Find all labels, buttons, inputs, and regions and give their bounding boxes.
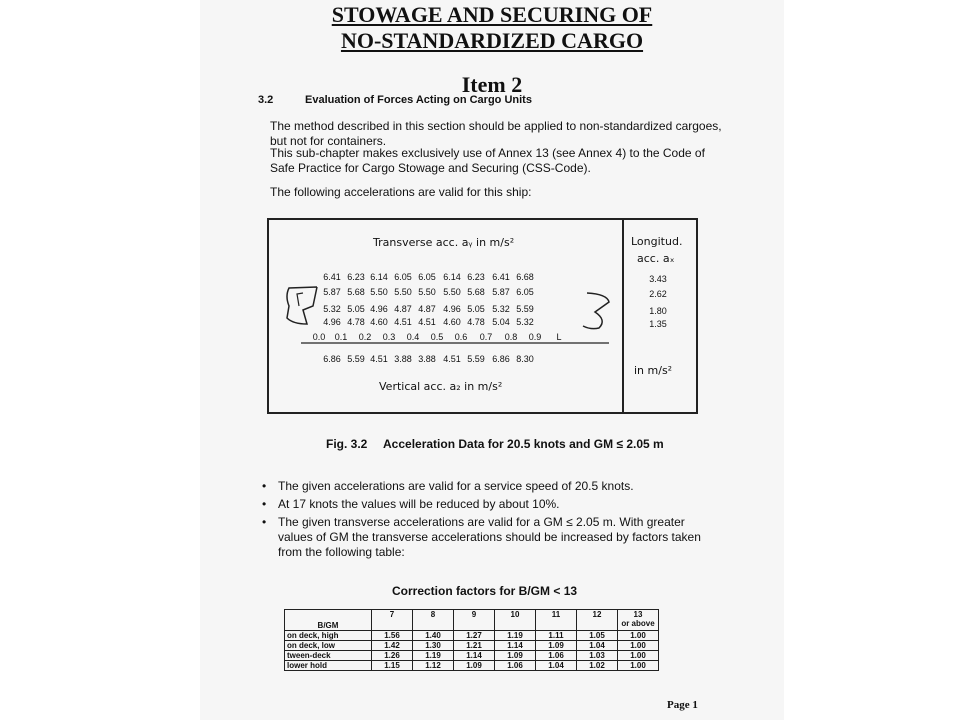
page-number: Page 1 — [667, 699, 698, 711]
transverse-value: 6.14 — [443, 272, 461, 282]
table-header-cell: 10 — [495, 610, 536, 631]
transverse-value: 6.68 — [516, 272, 534, 282]
vertical-value: 6.86 — [492, 354, 510, 364]
transverse-value: 4.87 — [418, 304, 436, 314]
position-label: 0.4 — [406, 332, 420, 342]
paragraph-2-line-1: This sub-chapter makes exclusively use of Annex 13 (see Annex 4) to the Code of — [270, 146, 705, 160]
item-heading: Item 2 — [461, 72, 523, 97]
vertical-value: 3.88 — [418, 354, 436, 364]
vertical-value: 6.86 — [323, 354, 341, 364]
title-line-2: NO-STANDARDIZED CARGO — [340, 28, 644, 53]
bullet-3-line-3: from the following table: — [278, 545, 405, 559]
transverse-value: 5.32 — [492, 304, 510, 314]
longitudinal-label-2: acc. aₓ — [637, 252, 675, 265]
table-row — [285, 641, 659, 651]
bullet-3: • The given transverse accelerations are valid for a GM ≤ 2.05 m. With greater values of GM the transverse accelerations should be increased by factors taken from the following table: — [262, 515, 701, 559]
acceleration-figure — [267, 218, 698, 414]
position-label: 0.8 — [504, 332, 518, 342]
bullet-1-text: The given accelerations are valid for a service speed of 20.5 knots. — [278, 479, 634, 493]
table-row — [285, 651, 659, 661]
longitudinal-value: 2.62 — [649, 289, 667, 299]
position-label: 0.3 — [382, 332, 396, 342]
table-cell: 1.30 — [413, 641, 454, 651]
transverse-value: 4.60 — [443, 317, 461, 327]
vertical-label: Vertical acc. a₂ in m/s² — [379, 380, 503, 393]
table-cell: 1.00 — [618, 661, 659, 671]
transverse-value: 5.87 — [323, 287, 341, 297]
table-cell: 1.06 — [495, 661, 536, 671]
position-label: 0.1 — [334, 332, 348, 342]
table-cell: 1.14 — [454, 651, 495, 661]
section-number: 3.2 — [258, 94, 274, 106]
transverse-value: 5.50 — [418, 287, 436, 297]
table-header-cell: 9 — [454, 610, 495, 631]
table-cell: 1.27 — [454, 631, 495, 641]
row-label: on deck, high — [285, 631, 372, 641]
position-label: L — [556, 332, 562, 342]
transverse-value: 4.78 — [467, 317, 485, 327]
vertical-value: 3.88 — [394, 354, 412, 364]
paragraph-1-line-2: but not for containers. — [270, 134, 387, 148]
position-label: 0.0 — [312, 332, 326, 342]
paragraph-2-line-2: Safe Practice for Cargo Stowage and Securing (CSS-Code). — [270, 161, 591, 175]
transverse-value: 4.96 — [370, 304, 388, 314]
table-cell: 1.09 — [536, 641, 577, 651]
table-cell: 1.40 — [413, 631, 454, 641]
table-cell: 1.11 — [536, 631, 577, 641]
table-corner: B/GM — [285, 610, 372, 631]
row-label: tween-deck — [285, 651, 372, 661]
transverse-value: 6.41 — [323, 272, 341, 282]
position-label: 0.7 — [479, 332, 493, 342]
bullet-2: • At 17 knots the values will be reduced by about 10%. — [262, 497, 560, 511]
table-cell: 1.56 — [372, 631, 413, 641]
transverse-value: 5.87 — [492, 287, 510, 297]
table-cell: 1.02 — [577, 661, 618, 671]
correction-table — [284, 609, 659, 671]
bullet-1: • The given accelerations are valid for a service speed of 20.5 knots. — [262, 479, 634, 493]
longitudinal-label-1: Longitud. — [631, 235, 683, 248]
bullet-3-line-2: values of GM the transverse accelerations should be increased by factors taken — [278, 530, 701, 544]
table-cell: 1.00 — [618, 651, 659, 661]
table-cell: 1.04 — [536, 661, 577, 671]
table-cell: 1.19 — [413, 651, 454, 661]
transverse-value: 6.14 — [370, 272, 388, 282]
transverse-value: 4.51 — [418, 317, 436, 327]
transverse-value: 4.60 — [370, 317, 388, 327]
transverse-value: 5.59 — [516, 304, 534, 314]
table-header-row — [285, 610, 659, 631]
transverse-value: 6.05 — [394, 272, 412, 282]
transverse-value: 5.50 — [394, 287, 412, 297]
position-label: 0.2 — [358, 332, 372, 342]
table-cell: 1.06 — [536, 651, 577, 661]
transverse-value: 5.05 — [347, 304, 365, 314]
table-header-cell: 8 — [413, 610, 454, 631]
table-cell: 1.09 — [495, 651, 536, 661]
transverse-value: 5.32 — [323, 304, 341, 314]
transverse-value: 5.50 — [443, 287, 461, 297]
table-cell: 1.21 — [454, 641, 495, 651]
figure-number: Fig. 3.2 — [326, 437, 368, 451]
table-cell: 1.04 — [577, 641, 618, 651]
paragraph-1 — [270, 119, 722, 149]
bullet-3-line-1: The given transverse accelerations are valid for a GM ≤ 2.05 m. With greater — [278, 515, 685, 529]
document-page — [200, 0, 784, 720]
transverse-value: 4.96 — [323, 317, 341, 327]
table-cell: 1.14 — [495, 641, 536, 651]
transverse-value: 5.32 — [516, 317, 534, 327]
transverse-value: 6.23 — [347, 272, 365, 282]
vertical-value: 5.59 — [467, 354, 485, 364]
transverse-value: 5.04 — [492, 317, 510, 327]
longitudinal-value: 3.43 — [649, 274, 667, 284]
transverse-value: 6.41 — [492, 272, 510, 282]
transverse-value: 5.68 — [467, 287, 485, 297]
paragraph-3: The following accelerations are valid for this ship: — [270, 185, 532, 199]
row-label: lower hold — [285, 661, 372, 671]
transverse-value: 6.05 — [516, 287, 534, 297]
table-header-cell: 7 — [372, 610, 413, 631]
transverse-value: 5.05 — [467, 304, 485, 314]
position-label: 0.9 — [528, 332, 542, 342]
table-cell: 1.42 — [372, 641, 413, 651]
row-label: on deck, low — [285, 641, 372, 651]
transverse-value: 6.23 — [467, 272, 485, 282]
vertical-value: 5.59 — [347, 354, 365, 364]
title-line-1: STOWAGE AND SECURING OF — [331, 2, 653, 27]
table-header-cell: 11 — [536, 610, 577, 631]
longitudinal-value: 1.35 — [649, 319, 667, 329]
transverse-value: 6.05 — [418, 272, 436, 282]
table-row — [285, 661, 659, 671]
table-cell: 1.26 — [372, 651, 413, 661]
transverse-value: 4.51 — [394, 317, 412, 327]
transverse-value: 4.78 — [347, 317, 365, 327]
transverse-value: 5.68 — [347, 287, 365, 297]
vertical-value: 4.51 — [370, 354, 388, 364]
table-cell: 1.15 — [372, 661, 413, 671]
table-header-cell: 12 — [577, 610, 618, 631]
correction-title: Correction factors for B/GM < 13 — [392, 584, 578, 598]
figure-caption: Acceleration Data for 20.5 knots and GM ≤ 2.05 m — [383, 437, 664, 451]
table-cell: 1.00 — [618, 631, 659, 641]
transverse-value: 5.50 — [370, 287, 388, 297]
table-cell: 1.19 — [495, 631, 536, 641]
transverse-value: 4.96 — [443, 304, 461, 314]
position-label: 0.6 — [454, 332, 468, 342]
section-heading: Evaluation of Forces Acting on Cargo Units — [305, 94, 532, 106]
paragraph-1-line-1: The method described in this section should be applied to non-standardized cargoes, — [270, 119, 722, 133]
table-cell: 1.03 — [577, 651, 618, 661]
position-label: 0.5 — [430, 332, 444, 342]
bullet-2-text: At 17 knots the values will be reduced by about 10%. — [278, 497, 560, 511]
table-header-cell: 13 or above — [618, 610, 659, 631]
table-cell: 1.12 — [413, 661, 454, 671]
table-cell: 1.09 — [454, 661, 495, 671]
transverse-label: Transverse acc. aᵧ in m/s² — [373, 236, 515, 249]
longitudinal-value: 1.80 — [649, 306, 667, 316]
table-row — [285, 631, 659, 641]
paragraph-2 — [270, 146, 705, 176]
units-right: in m/s² — [634, 364, 673, 377]
vertical-value: 8.30 — [516, 354, 534, 364]
table-cell: 1.05 — [577, 631, 618, 641]
transverse-value: 4.87 — [394, 304, 412, 314]
vertical-value: 4.51 — [443, 354, 461, 364]
figure-divider — [622, 220, 624, 412]
table-cell: 1.00 — [618, 641, 659, 651]
